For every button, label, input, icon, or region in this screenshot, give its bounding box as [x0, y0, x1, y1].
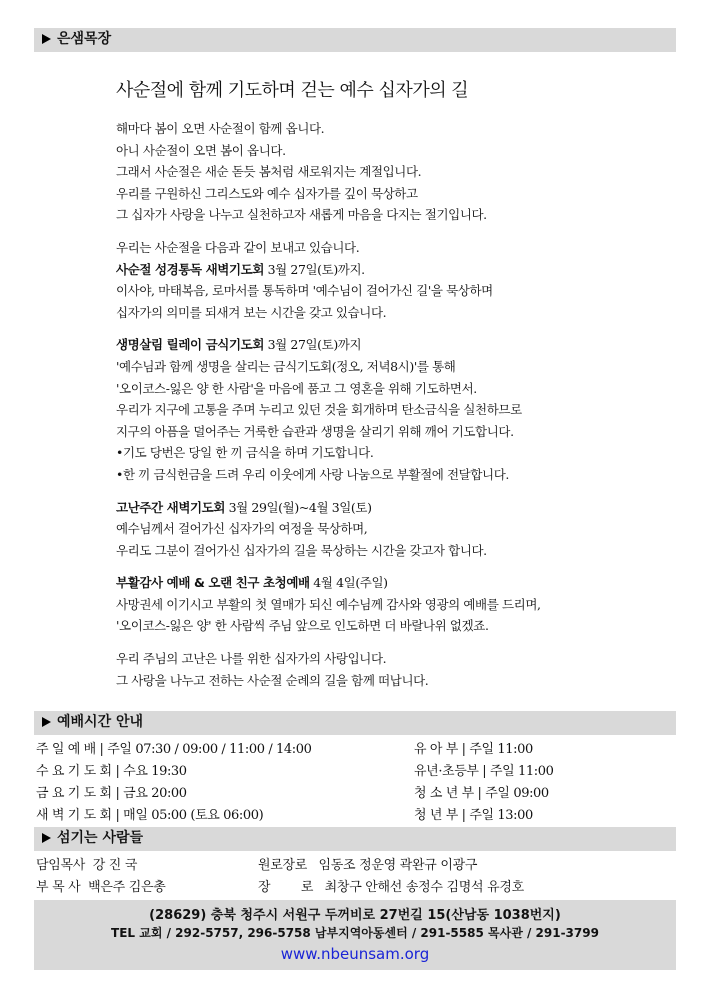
event-title: 사순절 성경통독 새벽기도회: [116, 261, 265, 277]
paragraph-line: 해마다 봄이 오면 사순절이 함께 옵니다.: [116, 121, 325, 136]
event-heading: [116, 572, 676, 594]
paragraph-line: 예수님께서 걸어가신 십자가의 여정을 묵상하며,: [116, 521, 368, 537]
paragraph-line: •한 끼 금식헌금을 드려 우리 이웃에게 사랑 나눔으로 부활절에 전달합니다.: [116, 466, 509, 482]
schedule-item: 수 요 기 도 회 | 수요 19:30: [36, 764, 187, 779]
schedule-item: 유 아 부 | 주일 11:00: [414, 742, 533, 757]
phone-numbers: TEL 교회 / 292-5757, 296-5758 남부지역아동센터 / 291-5585 목사관 / 291-3799: [111, 926, 599, 940]
paragraph-line: 우리가 지구에 고통을 주며 누리고 있던 것을 회개하며 탄소금식을 실천하므로: [116, 402, 522, 418]
paragraph-line: '오이코스-잃은 양' 한 사람씩 주님 앞으로 인도하면 더 바랄나위 없겠죠.: [116, 618, 489, 634]
paragraph-line: 사망권세 이기시고 부활의 첫 열매가 되신 예수님께 감사와 영광의 예배를 드리며,: [116, 596, 541, 612]
event-heading: [116, 334, 676, 356]
event-date: 3월 27일(토)까지.: [264, 261, 365, 277]
paragraph-line: 그 십자가 사랑을 나누고 실천하고자 새롭게 마음을 다지는 절기입니다.: [116, 207, 487, 223]
triangle-right-icon: [42, 717, 51, 727]
section-header-worship-times: [34, 711, 676, 735]
section-label: 예배시간 안내: [57, 714, 144, 730]
event-date: 3월 29일(월)~4월 3일(토): [225, 499, 372, 515]
paragraph-line: •기도 당번은 당일 한 끼 금식을 하며 기도합니다.: [116, 445, 374, 461]
schedule-item: 청 소 년 부 | 주일 09:00: [414, 786, 549, 801]
staff-entry: 부 목 사 백은주 김은총: [36, 880, 166, 895]
triangle-right-icon: [42, 833, 51, 843]
paragraph-line: 그 사랑을 나누고 전하는 사순절 순례의 길을 함께 떠납니다.: [116, 672, 429, 688]
event-title: 고난주간 새벽기도회: [116, 499, 226, 515]
paragraph-line: 우리 주님의 고난은 나를 위한 십자가의 사랑입니다.: [116, 651, 387, 667]
staff-entry: 담임목사 강 진 국: [36, 858, 138, 873]
address: (28629) 충북 청주시 서원구 두꺼비로 27번길 15(산남동 1038번지): [149, 908, 561, 923]
staff-entry: 원로장로 임동조 정운영 곽완규 이광구: [258, 858, 478, 873]
paragraph-line: 이사야, 마태복음, 로마서를 통독하며 '예수님이 걸어가신 길'을 묵상하며: [116, 283, 493, 299]
paragraph-line: 지구의 아픔을 덜어주는 거룩한 습관과 생명을 살리기 위해 깨어 기도합니다.: [116, 423, 514, 439]
section-label: 은샘목장: [57, 31, 112, 47]
staff-entry: 장 로 최창구 안해선 송정수 김명석 유경호: [258, 880, 524, 895]
event-heading: [116, 497, 676, 519]
website-link[interactable]: www.nbeunsam.org: [280, 945, 430, 963]
paragraph-line: 아니 사순절이 오면 봄이 옵니다.: [116, 142, 286, 158]
paragraph-line: 우리는 사순절을 다음과 같이 보내고 있습니다.: [116, 239, 360, 255]
triangle-right-icon: [42, 34, 51, 44]
schedule-item: 청 년 부 | 주일 13:00: [414, 808, 533, 823]
event-date: 4월 4일(주일): [309, 575, 388, 591]
event-date: 3월 27일(토)까지: [264, 337, 362, 353]
paragraph-line: 우리를 구원하신 그리스도와 예수 십자가를 깊이 묵상하고: [116, 185, 418, 201]
church-footer: [34, 900, 676, 970]
section-header-staff: [34, 827, 676, 851]
schedule-item: 주 일 예 배 | 주일 07:30 / 09:00 / 11:00 / 14:00: [36, 742, 312, 757]
schedule-item: 유년·초등부 | 주일 11:00: [414, 764, 554, 779]
event-title: 부활감사 예배 & 오랜 친구 초청예배: [116, 575, 310, 591]
schedule-item: 금 요 기 도 회 | 금요 20:00: [36, 786, 187, 801]
article-title: 사순절에 함께 기도하며 걷는 예수 십자가의 길: [116, 80, 469, 101]
section-header-eunsaem: [34, 28, 676, 52]
paragraph-line: 십자가의 의미를 되새겨 보는 시간을 갖고 있습니다.: [116, 304, 387, 320]
article-body: [116, 118, 676, 691]
paragraph-line: '예수님과 함께 생명을 살리는 금식기도회(정오, 저녁8시)'를 통해: [116, 358, 456, 374]
section-label: 섬기는 사람들: [57, 830, 144, 846]
event-title: 생명살림 릴레이 금식기도회: [116, 337, 265, 353]
paragraph-line: 우리도 그분이 걸어가신 십자가의 길을 묵상하는 시간을 갖고자 합니다.: [116, 542, 487, 558]
paragraph-line: '오이코스-잃은 양 한 사람'을 마음에 품고 그 영혼을 위해 기도하면서.: [116, 380, 477, 396]
paragraph-line: 그래서 사순절은 새순 돋듯 봄처럼 새로워지는 계절입니다.: [116, 164, 422, 180]
event-heading: [116, 259, 676, 281]
schedule-item: 새 벽 기 도 회 | 매일 05:00 (토요 06:00): [36, 808, 264, 823]
